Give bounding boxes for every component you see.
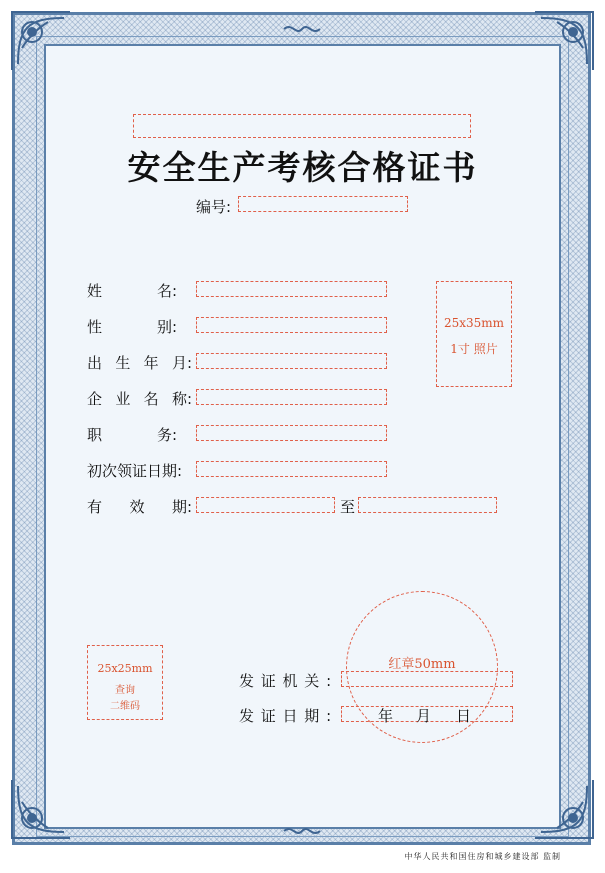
photo-size-text: 25x35mm [443, 316, 505, 330]
validity-to-field[interactable] [358, 497, 497, 513]
issuer-label: 发 证 机 关 : [239, 672, 333, 690]
date-month-text: 月 [416, 707, 432, 725]
photo-box[interactable] [436, 281, 512, 387]
footer-issuer-text: 中华人民共和国住房和城乡建设部 监制 [404, 852, 561, 861]
qr-line1-text: 查询 [115, 685, 135, 696]
birth-field[interactable] [196, 353, 387, 369]
gender-label: 性 别: [87, 318, 177, 336]
first-issue-field[interactable] [196, 461, 387, 477]
validity-label: 有 效 期: [87, 498, 192, 516]
header-placeholder-box[interactable] [133, 114, 471, 138]
bottom-ornament-icon [282, 824, 322, 838]
photo-caption-text: 1寸 照片 [450, 342, 498, 356]
name-field[interactable] [196, 281, 387, 297]
corner-ornament-icon [531, 776, 597, 842]
company-label: 企 业 名 称: [87, 390, 192, 408]
certificate-title: 安全生产考核合格证书 [127, 148, 478, 187]
number-label: 编号: [196, 198, 232, 216]
issuer-field[interactable] [341, 671, 513, 687]
position-label: 职 务: [87, 426, 177, 444]
qr-size-text: 25x25mm [97, 662, 153, 675]
date-day-text: 日 [456, 707, 472, 725]
validity-to-label: 至 [340, 498, 356, 516]
company-field[interactable] [196, 389, 387, 405]
corner-ornament-icon [8, 8, 74, 74]
corner-ornament-icon [531, 8, 597, 74]
first-issue-label: 初次领证日期: [87, 462, 183, 480]
date-year-text: 年 [378, 707, 394, 725]
number-field[interactable] [238, 196, 408, 212]
gender-field[interactable] [196, 317, 387, 333]
corner-ornament-icon [8, 776, 74, 842]
issue-date-label: 发 证 日 期 : [239, 707, 333, 725]
position-field[interactable] [196, 425, 387, 441]
seal-text: 红章50mm [388, 657, 456, 672]
validity-from-field[interactable] [196, 497, 335, 513]
top-ornament-icon [282, 22, 322, 36]
birth-label: 出 生 年 月: [87, 354, 192, 372]
qr-line2-text: 二维码 [110, 701, 140, 712]
name-label: 姓 名: [87, 282, 177, 300]
